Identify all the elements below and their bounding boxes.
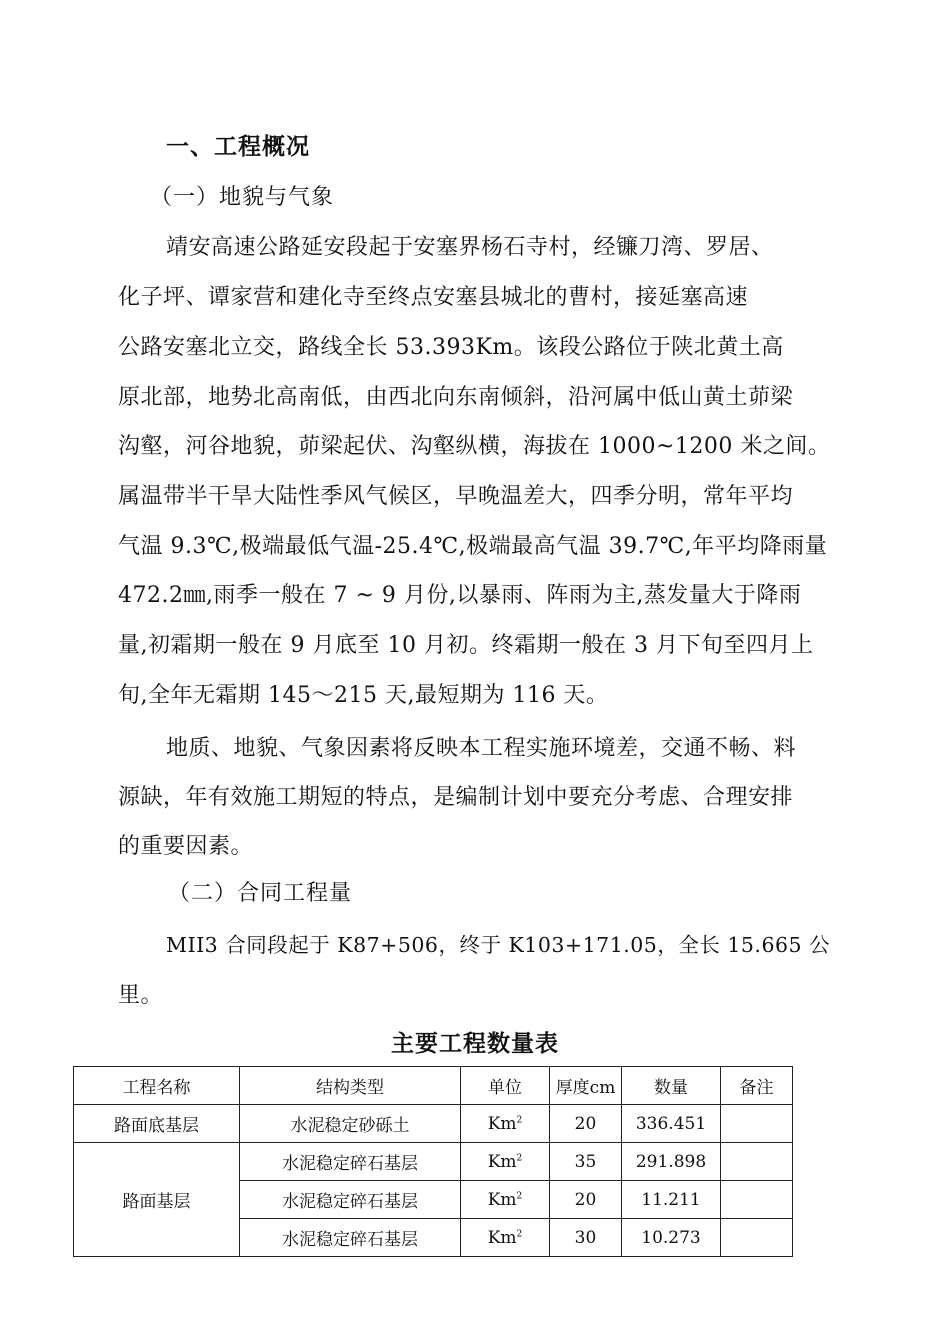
cell-type: 水泥稳定砂砾土 [240, 1105, 461, 1143]
cell-quantity: 10.273 [622, 1219, 721, 1257]
paragraph-line: 472.2㎜,雨季一般在 7 ~ 9 月份,以暴雨、阵雨为主,蒸发量大于降雨 [118, 583, 802, 608]
cell-quantity: 11.211 [622, 1181, 721, 1219]
cell-type: 水泥稳定碎石基层 [240, 1143, 461, 1181]
cell-thickness: 30 [550, 1219, 622, 1257]
table-header-row [74, 1067, 793, 1105]
cell-quantity: 336.451 [622, 1105, 721, 1143]
paragraph-line: 沟壑，河谷地貌，茆梁起伏、沟壑纵横，海拔在 1000~1200 米之间。 [118, 434, 831, 459]
column-header: 数量 [622, 1067, 721, 1105]
paragraph-line: 化子坪、谭家营和建化寺至终点安塞县城北的曹村，接延塞高速 [118, 285, 749, 310]
table-title: 主要工程数量表 [391, 1031, 559, 1057]
quantity-table [73, 1066, 793, 1257]
subsection-heading-terrain: （一）地貌与气象 [150, 185, 335, 210]
column-header: 工程名称 [74, 1067, 240, 1105]
column-header: 结构类型 [240, 1067, 461, 1105]
cell-thickness: 35 [550, 1143, 622, 1181]
cell-thickness: 20 [550, 1181, 622, 1219]
paragraph-line: 靖安高速公路延安段起于安塞界杨石寺村，经镰刀湾、罗居、 [166, 235, 774, 260]
cell-unit: Km$^2$ [461, 1143, 550, 1181]
cell-unit: Km$^2$ [461, 1181, 550, 1219]
paragraph-line: 公路安塞北立交，路线全长 53.393Km。该段公路位于陕北黄土高 [118, 335, 784, 360]
paragraph-line: 的重要因素。 [118, 834, 254, 859]
cell-note [721, 1181, 793, 1219]
cell-name: 路面底基层 [74, 1105, 240, 1143]
cell-unit: Km$^2$ [461, 1105, 550, 1143]
table-row [74, 1105, 793, 1143]
paragraph-line: 里。 [118, 983, 164, 1008]
cell-type: 水泥稳定碎石基层 [240, 1219, 461, 1257]
column-header: 备注 [721, 1067, 793, 1105]
paragraph-line: 属温带半干旱大陆性季风气候区，早晚温差大，四季分明，常年平均 [118, 484, 794, 509]
cell-note [721, 1143, 793, 1181]
cell-unit: Km$^2$ [461, 1219, 550, 1257]
section-heading: 一、工程概况 [166, 134, 310, 160]
table-row [74, 1143, 793, 1181]
subsection-heading-contract: （二）合同工程量 [168, 881, 353, 906]
paragraph-line: MII3 合同段起于 K87+506，终于 K103+171.05，全长 15.665 公 [166, 933, 831, 957]
paragraph-line: 气温 9.3℃,极端最低气温-25.4℃,极端最高气温 39.7℃,年平均降雨量 [118, 534, 828, 559]
paragraph-line: 地质、地貌、气象因素将反映本工程实施环境差，交通不畅、料 [166, 736, 797, 761]
cell-quantity: 291.898 [622, 1143, 721, 1181]
cell-thickness: 20 [550, 1105, 622, 1143]
cell-note [721, 1105, 793, 1143]
column-header: 单位 [461, 1067, 550, 1105]
cell-type: 水泥稳定碎石基层 [240, 1181, 461, 1219]
cell-note [721, 1219, 793, 1257]
paragraph-line: 原北部，地势北高南低，由西北向东南倾斜，沿河属中低山黄土茆梁 [118, 385, 794, 410]
paragraph-line: 源缺，年有效施工期短的特点，是编制计划中要充分考虑、合理安排 [118, 785, 794, 810]
paragraph-line: 旬,全年无霜期 145～215 天,最短期为 116 天。 [118, 683, 609, 708]
cell-name: 路面基层 [74, 1143, 240, 1257]
paragraph-line: 量,初霜期一般在 9 月底至 10 月初。终霜期一般在 3 月下旬至四月上 [118, 633, 814, 658]
column-header: 厚度cm [550, 1067, 622, 1105]
